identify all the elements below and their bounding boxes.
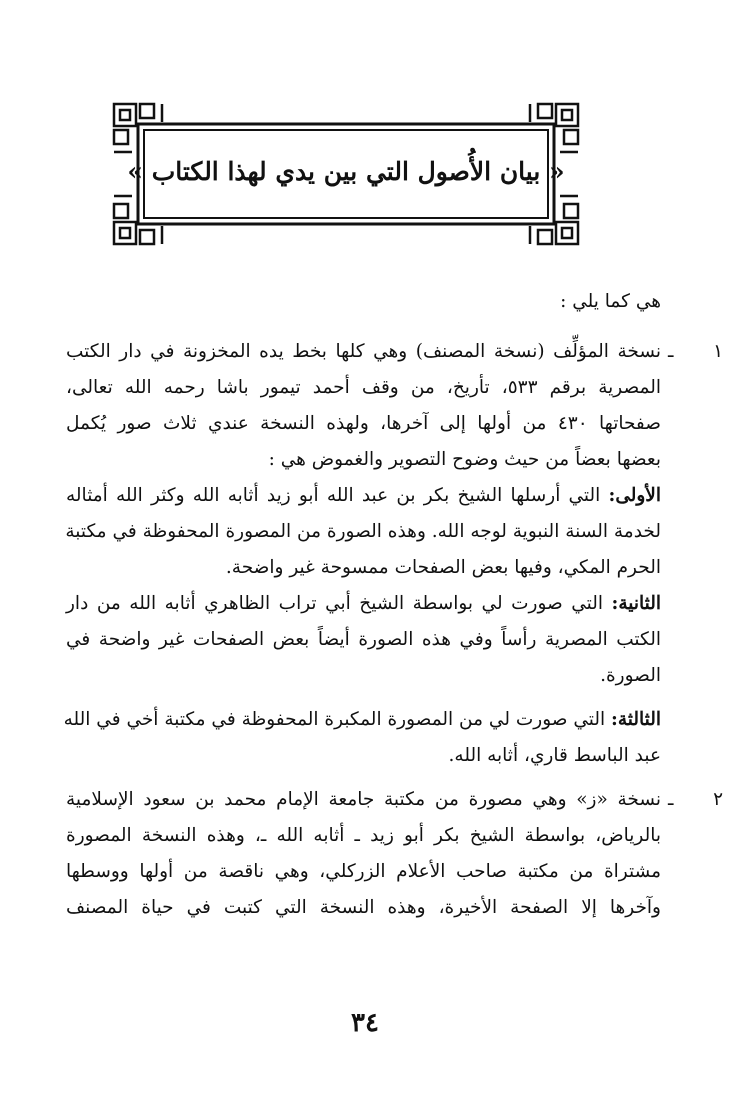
copy-2-line-2: الكتب المصرية رأساً وفي هذه الصورة أيضاً بعض الصفحات غير واضحة في bbox=[66, 629, 661, 650]
copy-label: الثالثة: bbox=[611, 709, 661, 730]
copy-1-line-1: الأولى: التي أرسلها الشيخ بكر بن عبد الله أبو زيد أثابه الله وكثر الله أمثاله bbox=[66, 485, 661, 506]
item-2-line-3: مشتراة من مكتبة صاحب الأعلام الزركلي، وهي ناقصة من أولها ووسطها bbox=[66, 861, 661, 882]
copy-1-line-3: الحرم المكي، وفيها بعض الصفحات ممسوحة غير واضحة. bbox=[225, 557, 661, 578]
copy-label: الأولى: bbox=[608, 485, 661, 506]
page-title: « بيان الأُصول التي بين يدي لهذا الكتاب » bbox=[127, 157, 565, 186]
item-number: ٢ ـ bbox=[668, 789, 723, 810]
copy-3-line-2: عبد الباسط قاري، أثابه الله. bbox=[448, 745, 661, 766]
item-2-line-1: ٢ ـ نسخة «ز» وهي مصورة من مكتبة جامعة الإمام محمد بن سعود الإسلامية bbox=[66, 785, 661, 815]
page-number: ٣٤ bbox=[351, 1008, 379, 1038]
item-1-line-1: ١ ـ نسخة المؤلِّف (نسخة المصنف) وهي كلها بخط يده المخزونة في دار الكتب bbox=[66, 337, 661, 367]
intro-line: هي كما يلي : bbox=[560, 291, 661, 312]
copy-2-line-1: الثانية: التي صورت لي بواسطة الشيخ أبي تراب الظاهري أثابه الله من دار bbox=[66, 593, 662, 614]
item-1-line-2: المصرية برقم ٥٣٣، تأريخ، من وقف أحمد تيمور باشا رحمه الله تعالى، bbox=[66, 377, 661, 398]
item-number: ١ ـ bbox=[668, 341, 723, 362]
item-2-line-4: وآخرها إلا الصفحة الأخيرة، وهذه النسخة التي كتبت في حياة المصنف bbox=[66, 897, 661, 918]
copy-1-line-2: لخدمة السنة النبوية لوجه الله. وهذه الصورة من المصورة المحفوظة في مكتبة bbox=[65, 521, 661, 542]
copy-label: الثانية: bbox=[611, 593, 662, 614]
item-2-line-2: بالرياض، بواسطة الشيخ بكر أبو زيد ـ أثابه الله ـ، وهذه النسخة المصورة bbox=[66, 825, 661, 846]
title-frame bbox=[110, 100, 582, 248]
item-1-line-4: بعضها بعضاً من حيث وضوح التصوير والغموض هي : bbox=[268, 449, 661, 470]
copy-2-line-3: الصورة. bbox=[600, 665, 661, 686]
copy-3-line-1: الثالثة: التي صورت لي من المصورة المكبرة المحفوظة في مكتبة أخي في الله bbox=[63, 709, 661, 730]
item-1-line-3: صفحاتها ٤٣٠ من أولها إلى آخرها، ولهذه النسخة عندي ثلاث صور يُكمل bbox=[66, 413, 661, 434]
